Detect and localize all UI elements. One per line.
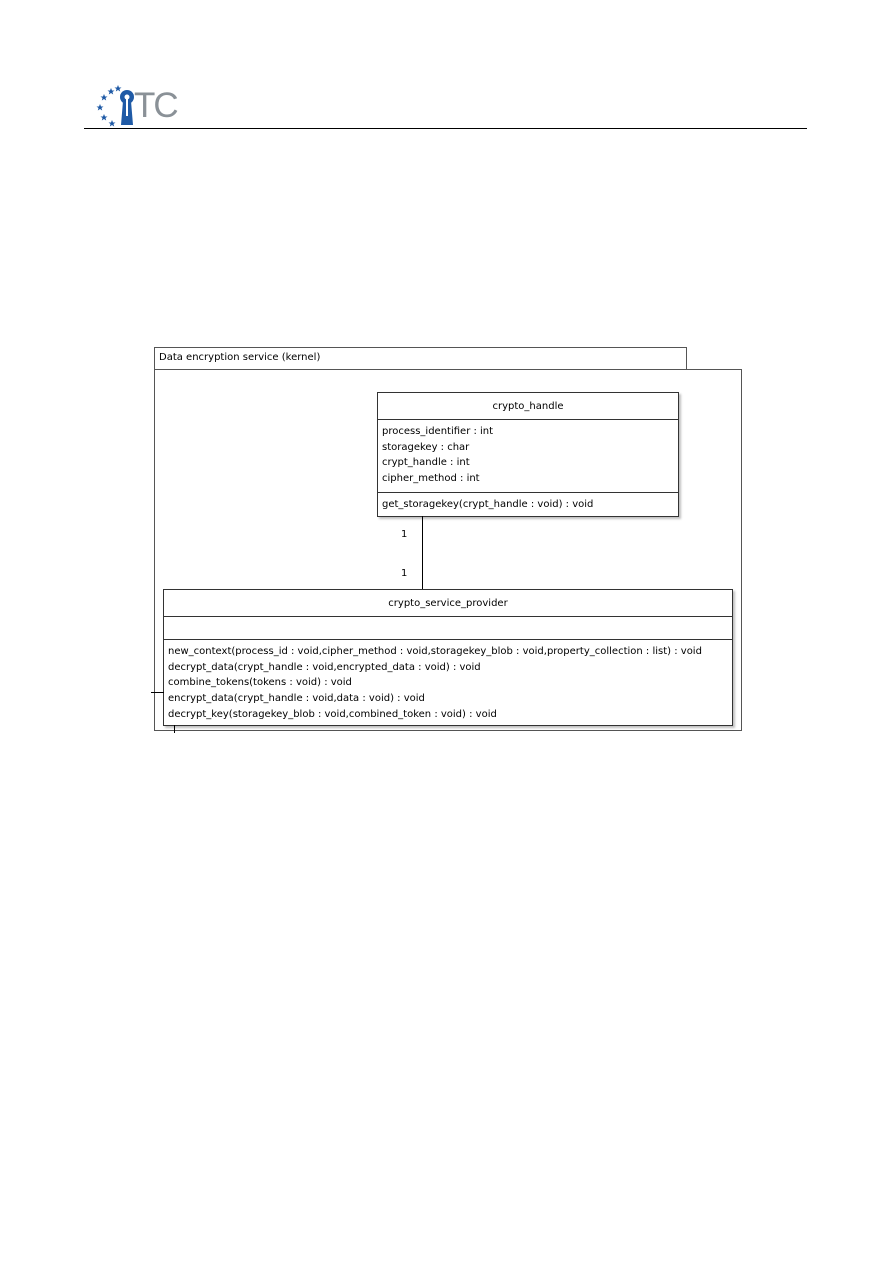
operation: get_storagekey(crypt_handle : void) : void: [382, 499, 594, 510]
multiplicity-source: 1: [401, 529, 408, 540]
logo-text: TC: [134, 86, 177, 125]
operation: combine_tokens(tokens : void) : void: [168, 677, 352, 689]
operations-compartment: [378, 493, 678, 517]
attribute: storagekey : char: [382, 441, 470, 453]
package-title: Data encryption service (kernel): [159, 352, 321, 363]
class-name: crypto_service_provider: [164, 590, 732, 617]
association-line[interactable]: [422, 516, 423, 589]
operation: decrypt_key(storagekey_blob : void,combined_token : void) : void: [168, 708, 497, 720]
package-tab: [154, 347, 687, 370]
attributes-compartment: [378, 420, 678, 493]
header-rule: [84, 128, 807, 129]
attribute: process_identifier : int: [382, 426, 494, 437]
attribute: crypt_handle : int: [382, 457, 470, 469]
attribute: cipher_method : int: [382, 473, 480, 485]
class-crypto-handle[interactable]: [377, 392, 679, 517]
connector-stub: [174, 725, 175, 733]
attributes-compartment: [164, 617, 732, 640]
class-name: crypto_handle: [378, 393, 678, 420]
operation: encrypt_data(crypt_handle : void,data : void) : void: [168, 693, 425, 705]
operation: new_context(process_id : void,cipher_method : void,storagekey_blob : void,property_collection : list) : void: [168, 646, 702, 657]
connector-stub: [151, 692, 164, 693]
multiplicity-target: 1: [401, 568, 408, 579]
class-crypto-service-provider[interactable]: [163, 589, 733, 726]
operations-compartment: [164, 640, 732, 727]
operation: decrypt_data(crypt_handle : void,encrypted_data : void) : void: [168, 661, 481, 673]
package-frame-top-edge: [686, 369, 742, 370]
